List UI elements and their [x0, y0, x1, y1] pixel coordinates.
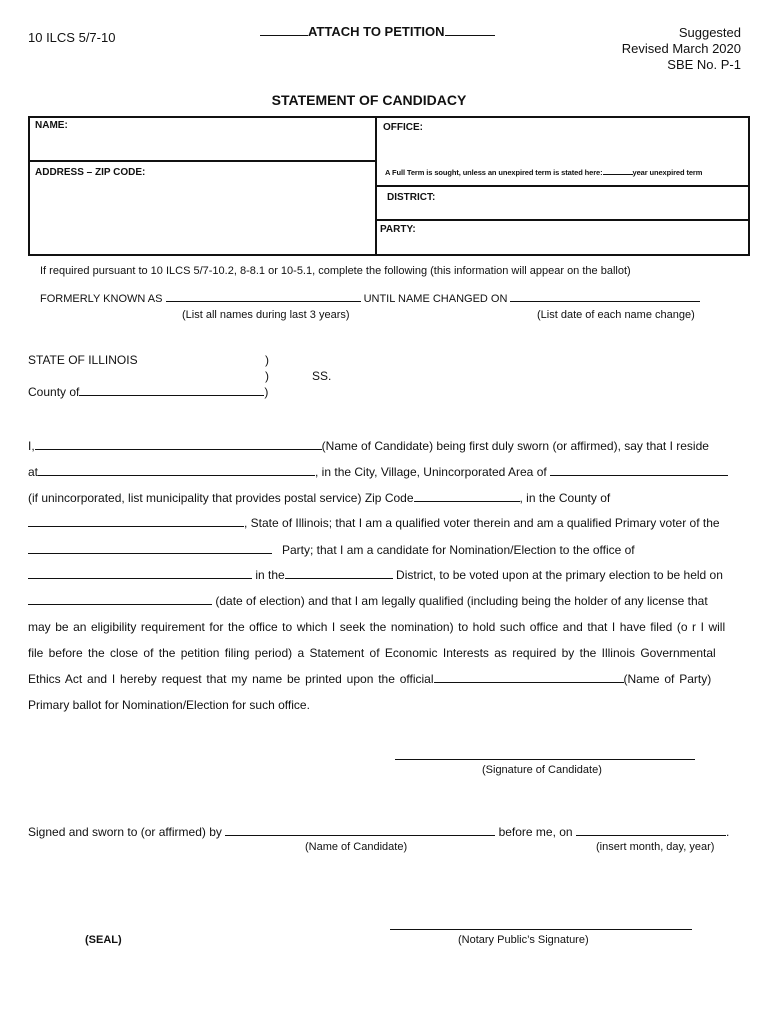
district-input[interactable]: [285, 578, 393, 579]
divider: [28, 160, 377, 162]
sworn-date-hint: (insert month, day, year): [596, 841, 715, 853]
paren: ): [265, 353, 269, 367]
seal-label: (SEAL): [85, 934, 122, 946]
until-label: UNTIL NAME CHANGED ON: [363, 293, 508, 305]
body-line-9: file before the close of the petition filing period) a Statement of Economic Interests as required by the Illinois Governmental: [28, 646, 716, 660]
body-line-5: Party; that I am a candidate for Nomination/Election to the office of: [28, 543, 635, 557]
attach-to-petition: ATTACH TO PETITION: [260, 24, 495, 39]
form-info: [622, 25, 741, 73]
county-of-residence-input[interactable]: [28, 526, 244, 527]
dates-hint: (List date of each name change): [537, 309, 695, 321]
sworn-row: Signed and sworn to (or affirmed) by before me, on .: [28, 825, 730, 839]
divider: [375, 185, 750, 187]
divider: [375, 219, 750, 221]
body-line-1: I, (Name of Candidate) being first duly sworn (or affirmed), say that I reside: [28, 439, 709, 453]
sworn-name-input[interactable]: [225, 835, 495, 836]
residence-address-input[interactable]: [38, 475, 315, 476]
suggested-label: Suggested: [678, 25, 741, 40]
candidate-signature-label: (Signature of Candidate): [482, 764, 602, 776]
ss-label: SS.: [312, 369, 332, 383]
names-hint: (List all names during last 3 years): [182, 309, 350, 321]
municipality-input[interactable]: [550, 475, 728, 476]
zip-code-input[interactable]: [414, 501, 520, 502]
body-line-10: Ethics Act and I hereby request that my name be printed upon the official (Name of Party): [28, 672, 712, 686]
address-field[interactable]: ADDRESS – ZIP CODE:: [35, 167, 146, 178]
body-line-4: , State of Illinois; that I am a qualified voter therein and am a qualified Primary voter of the: [28, 516, 720, 530]
form-number: SBE No. P-1: [667, 57, 741, 72]
sworn-name-hint: (Name of Candidate): [305, 841, 408, 853]
candidate-name-input[interactable]: [35, 449, 322, 450]
body-line-3: (if unincorporated, list municipality that provides postal service) Zip Code , in the County of: [28, 491, 611, 505]
term-note: A Full Term is sought, unless an unexpired term is stated here: year unexpired term: [385, 168, 703, 177]
body-line-2: at , in the City, Village, Unincorporated Area of: [28, 465, 728, 479]
county-input[interactable]: [79, 395, 264, 396]
formerly-label: FORMERLY KNOWN AS: [40, 293, 163, 305]
body-line-6: in the District, to be voted upon at the primary election to be held on: [28, 568, 723, 582]
county-row: [28, 385, 268, 399]
notary-signature-line[interactable]: [390, 929, 692, 930]
name-field[interactable]: NAME:: [35, 120, 68, 131]
office-field[interactable]: OFFICE:: [383, 122, 423, 133]
state-label: STATE OF ILLINOIS: [28, 353, 138, 367]
party-input[interactable]: [28, 553, 272, 554]
formerly-known-as-row: [40, 293, 700, 305]
party-field[interactable]: PARTY:: [380, 224, 416, 235]
body-line-8: may be an eligibility requirement for the office to which I seek the nomination) to hold such office and that I have filed (o r I will: [28, 620, 726, 634]
formerly-name-input[interactable]: [166, 301, 361, 302]
revised-date: Revised March 2020: [621, 41, 741, 56]
election-date-input[interactable]: [28, 604, 212, 605]
body-line-7: (date of election) and that I am legally qualified (including being the holder of any license that: [28, 594, 708, 608]
statute-reference: 10 ILCS 5/7-10: [28, 30, 116, 45]
name-change-date-input[interactable]: [510, 301, 700, 302]
paren: ): [265, 369, 269, 383]
notary-signature-label: (Notary Public’s Signature): [458, 934, 589, 946]
page-title: STATEMENT OF CANDIDACY: [271, 92, 467, 108]
paren: ): [264, 385, 269, 399]
body-line-11: Primary ballot for Nomination/Election for such office.: [28, 698, 310, 712]
sworn-date-input[interactable]: [576, 835, 726, 836]
district-field[interactable]: DISTRICT:: [387, 192, 436, 203]
office-input[interactable]: [28, 578, 252, 579]
formerly-note: If required pursuant to 10 ILCS 5/7-10.2, 8-8.1 or 10-5.1, complete the following (this information will appear on the ballot): [40, 265, 631, 277]
ballot-party-input[interactable]: [434, 682, 624, 683]
candidate-signature-line[interactable]: [395, 759, 695, 760]
county-label: County of: [28, 385, 80, 399]
